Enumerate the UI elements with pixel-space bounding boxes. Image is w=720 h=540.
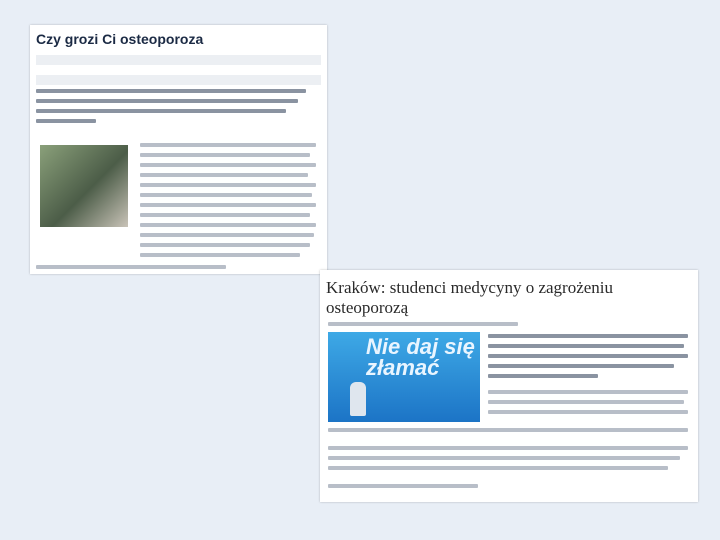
article-clipping-2 bbox=[320, 270, 698, 502]
article-1-photo bbox=[40, 145, 128, 227]
article-2-poster bbox=[328, 332, 480, 422]
article-2-title: Kraków: studenci medycyny o zagrożeniu osteoporozą bbox=[326, 278, 614, 317]
article-1-title: Czy grozi Ci osteoporoza bbox=[36, 31, 204, 47]
article-1-social-bar bbox=[36, 55, 321, 65]
article-1-date-bar bbox=[36, 75, 321, 85]
article-2-poster-figure bbox=[350, 382, 366, 416]
article-clipping-1 bbox=[30, 25, 327, 274]
article-2-poster-text: Nie daj się złamać bbox=[366, 334, 475, 380]
